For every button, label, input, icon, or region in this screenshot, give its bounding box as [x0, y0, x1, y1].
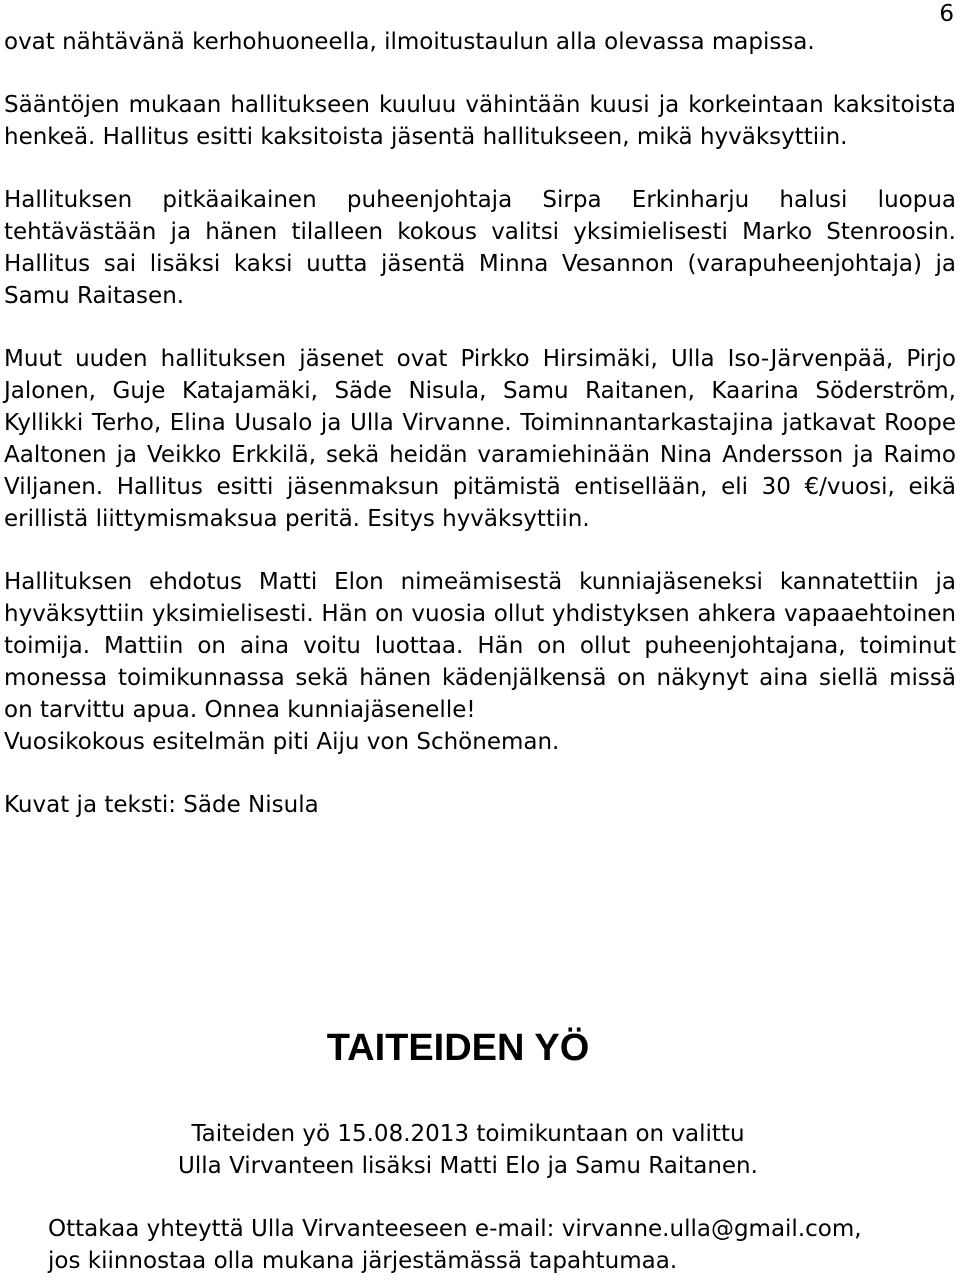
paragraph-credits: Kuvat ja teksti: Säde Nisula [4, 792, 319, 818]
paragraph-lecture: Vuosikokous esitelmän piti Aiju von Schöneman. [4, 729, 560, 755]
page-number: 6 [939, 1, 954, 27]
paragraph-board-members: Muut uuden hallituksen jäsenet ovat Pirkko Hirsimäki, Ulla Iso-Järvenpää, Pirjo Jalonen, Guje Katajamäki, Säde Nisula, Samu Raitanen, Kaarina Söderström, Kyllikki Terho, Elina Uusalo ja Ulla Virvanne. Toiminnantarkastajina jatkavat Roope Aaltonen ja Veikko Erkkilä, sekä heidän varamiehinään Nina Andersson ja Raimo Viljanen. Hallitus esitti jäsenmaksun pitämistä entisellään, eli 30 €/vuosi, eikä erillistä liittymismaksua peritä. Esitys hyväksyttiin. [4, 346, 956, 532]
announcement-line-2: Ulla Virvanteen lisäksi Matti Elo ja Samu Raitanen. [178, 1153, 758, 1179]
paragraph-board-size: Sääntöjen mukaan hallitukseen kuuluu vähintään kuusi ja korkeintaan kaksitoista henkeä. Hallitus esitti kaksitoista jäsentä hallitukseen, mikä hyväksyttiin. [4, 92, 956, 150]
document-body [4, 26, 956, 821]
paragraph-minutes-location: ovat nähtävänä kerhohuoneella, ilmoitustaulun alla olevassa mapissa. [4, 29, 815, 55]
contact-info [48, 1213, 948, 1277]
paragraph-honorary-member: Hallituksen ehdotus Matti Elon nimeämisestä kunniajäseneksi kannatettiin ja hyväksyttiin yksimielisesti. Hän on vuosia ollut yhdistyksen ahkera vapaaehtoinen toimija. Mattiin on aina voitu luottaa. Hän on ollut puheenjohtajana, toiminut monessa toimikunnassa sekä hänen kädenjälkensä on näkynyt aina siellä missä on tarvittu apua. Onnea kunniajäsenelle! [4, 569, 956, 723]
paragraph-chair-change: Hallituksen pitkäaikainen puheenjohtaja Sirpa Erkinharju halusi luopua tehtävästään ja hänen tilalleen kokous valitsi yksimielisesti Marko Stenroosin. Hallitus sai lisäksi kaksi uutta jäsentä Minna Vesannon (varapuheenjohtaja) ja Samu Raitasen. [4, 187, 956, 309]
contact-line-1: Ottakaa yhteyttä Ulla Virvanteeseen e-mail: virvanne.ulla@gmail.com, [48, 1216, 862, 1242]
section-announcement [0, 1118, 936, 1182]
contact-line-2: jos kiinnostaa olla mukana järjestämässä tapahtumaa. [48, 1248, 678, 1274]
announcement-line-1: Taiteiden yö 15.08.2013 toimikuntaan on valittu [191, 1121, 745, 1147]
section-heading: TAITEIDEN YÖ [326, 1027, 590, 1069]
